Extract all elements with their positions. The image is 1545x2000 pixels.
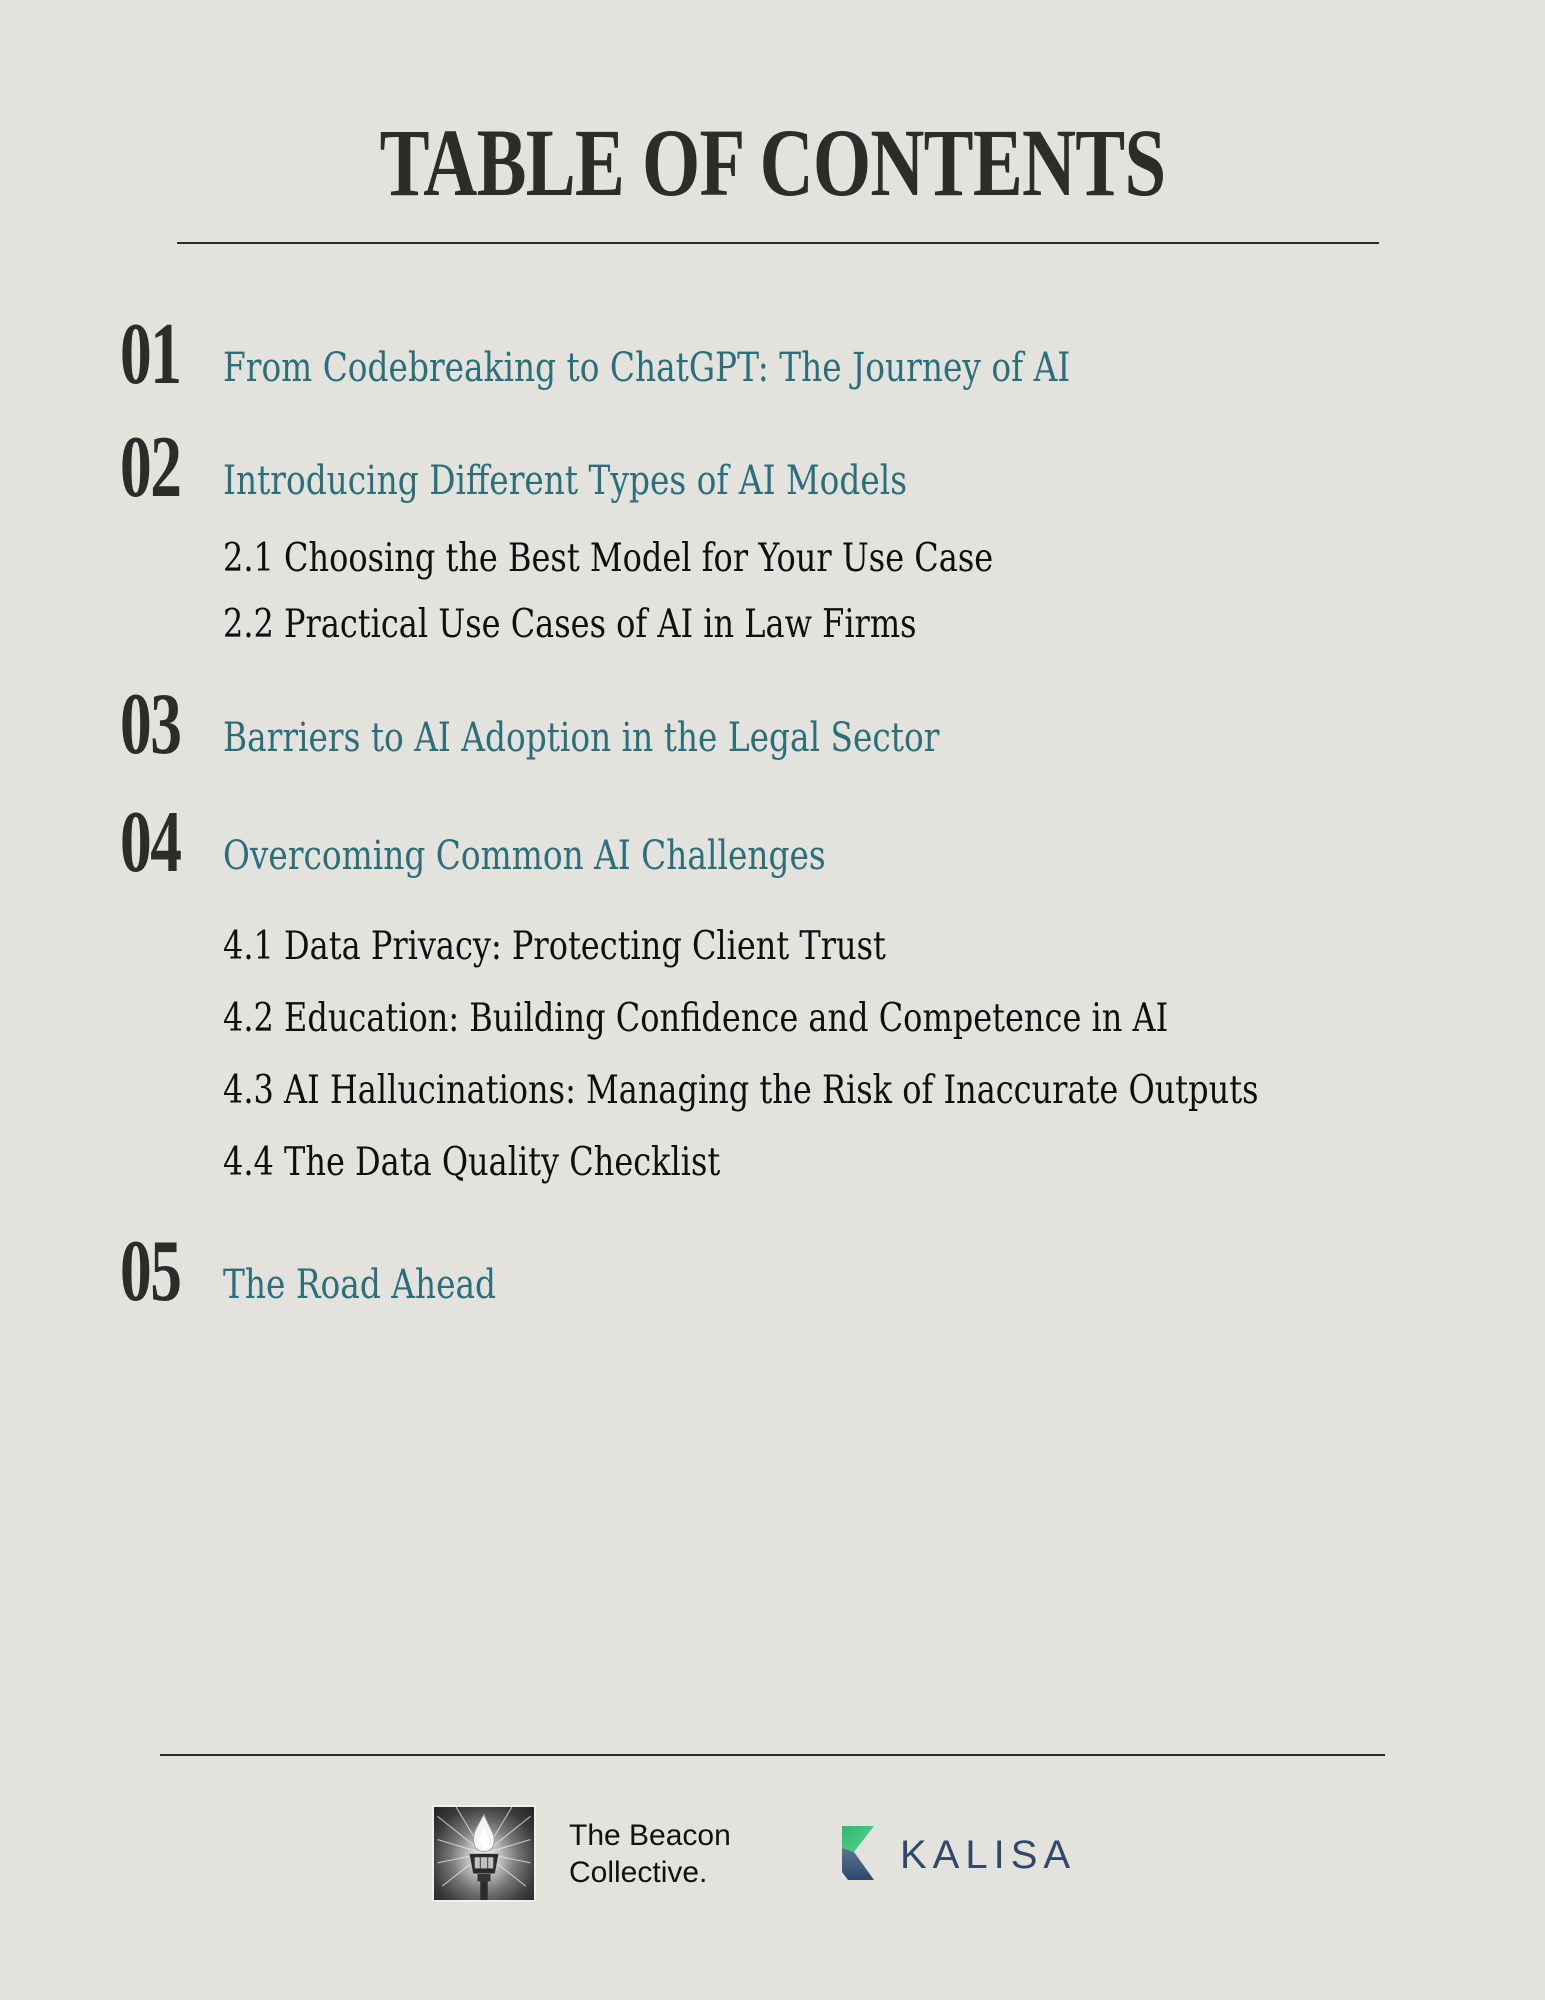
toc-subsection-2-1[interactable]: 2.1 Choosing the Best Model for Your Use Case xyxy=(223,536,994,581)
chapter-title-link[interactable]: From Codebreaking to ChatGPT: The Journey of AI xyxy=(223,345,1071,391)
chapter-number: 01 xyxy=(120,306,181,403)
chapter-title-link[interactable]: Introducing Different Types of AI Models xyxy=(223,458,908,504)
kalisa-wordmark: KALISA xyxy=(900,1833,1077,1877)
toc-chapter-05[interactable] xyxy=(120,1222,1420,1320)
toc-subsection-4-1[interactable]: 4.1 Data Privacy: Protecting Client Trust xyxy=(223,924,886,969)
page-title: TABLE OF CONTENTS xyxy=(379,109,1166,216)
toc-chapter-03[interactable] xyxy=(120,675,1420,773)
beacon-name-line-2: Collective. xyxy=(569,1856,708,1889)
toc-subsection-4-2[interactable]: 4.2 Education: Building Confidence and Competence in AI xyxy=(223,996,1169,1041)
chapter-title-link[interactable]: Barriers to AI Adoption in the Legal Sector xyxy=(223,715,940,761)
kalisa-k-icon xyxy=(840,1824,876,1882)
chapter-number: 02 xyxy=(120,419,181,516)
title-divider xyxy=(177,242,1379,244)
chapter-number: 04 xyxy=(120,794,181,891)
beacon-collective-name xyxy=(569,1817,731,1891)
toc-chapter-04[interactable] xyxy=(120,793,1420,891)
chapter-number: 05 xyxy=(120,1223,181,1320)
toc-subsection-4-4[interactable]: 4.4 The Data Quality Checklist xyxy=(223,1140,721,1185)
footer-partner-logos xyxy=(0,1800,1545,1910)
torch-beacon-icon xyxy=(432,1805,536,1902)
footer-divider xyxy=(160,1754,1385,1756)
toc-subsection-2-2[interactable]: 2.2 Practical Use Cases of AI in Law Firms xyxy=(223,602,917,647)
toc-chapter-02[interactable] xyxy=(120,418,1420,516)
chapter-number: 03 xyxy=(120,676,181,773)
chapter-title-link[interactable]: Overcoming Common AI Challenges xyxy=(223,833,826,879)
toc-subsection-4-3[interactable]: 4.3 AI Hallucinations: Managing the Risk of Inaccurate Outputs xyxy=(223,1068,1259,1113)
toc-chapter-01[interactable] xyxy=(120,305,1420,403)
beacon-name-line-1: The Beacon xyxy=(569,1819,731,1852)
chapter-title-link[interactable]: The Road Ahead xyxy=(223,1262,497,1308)
